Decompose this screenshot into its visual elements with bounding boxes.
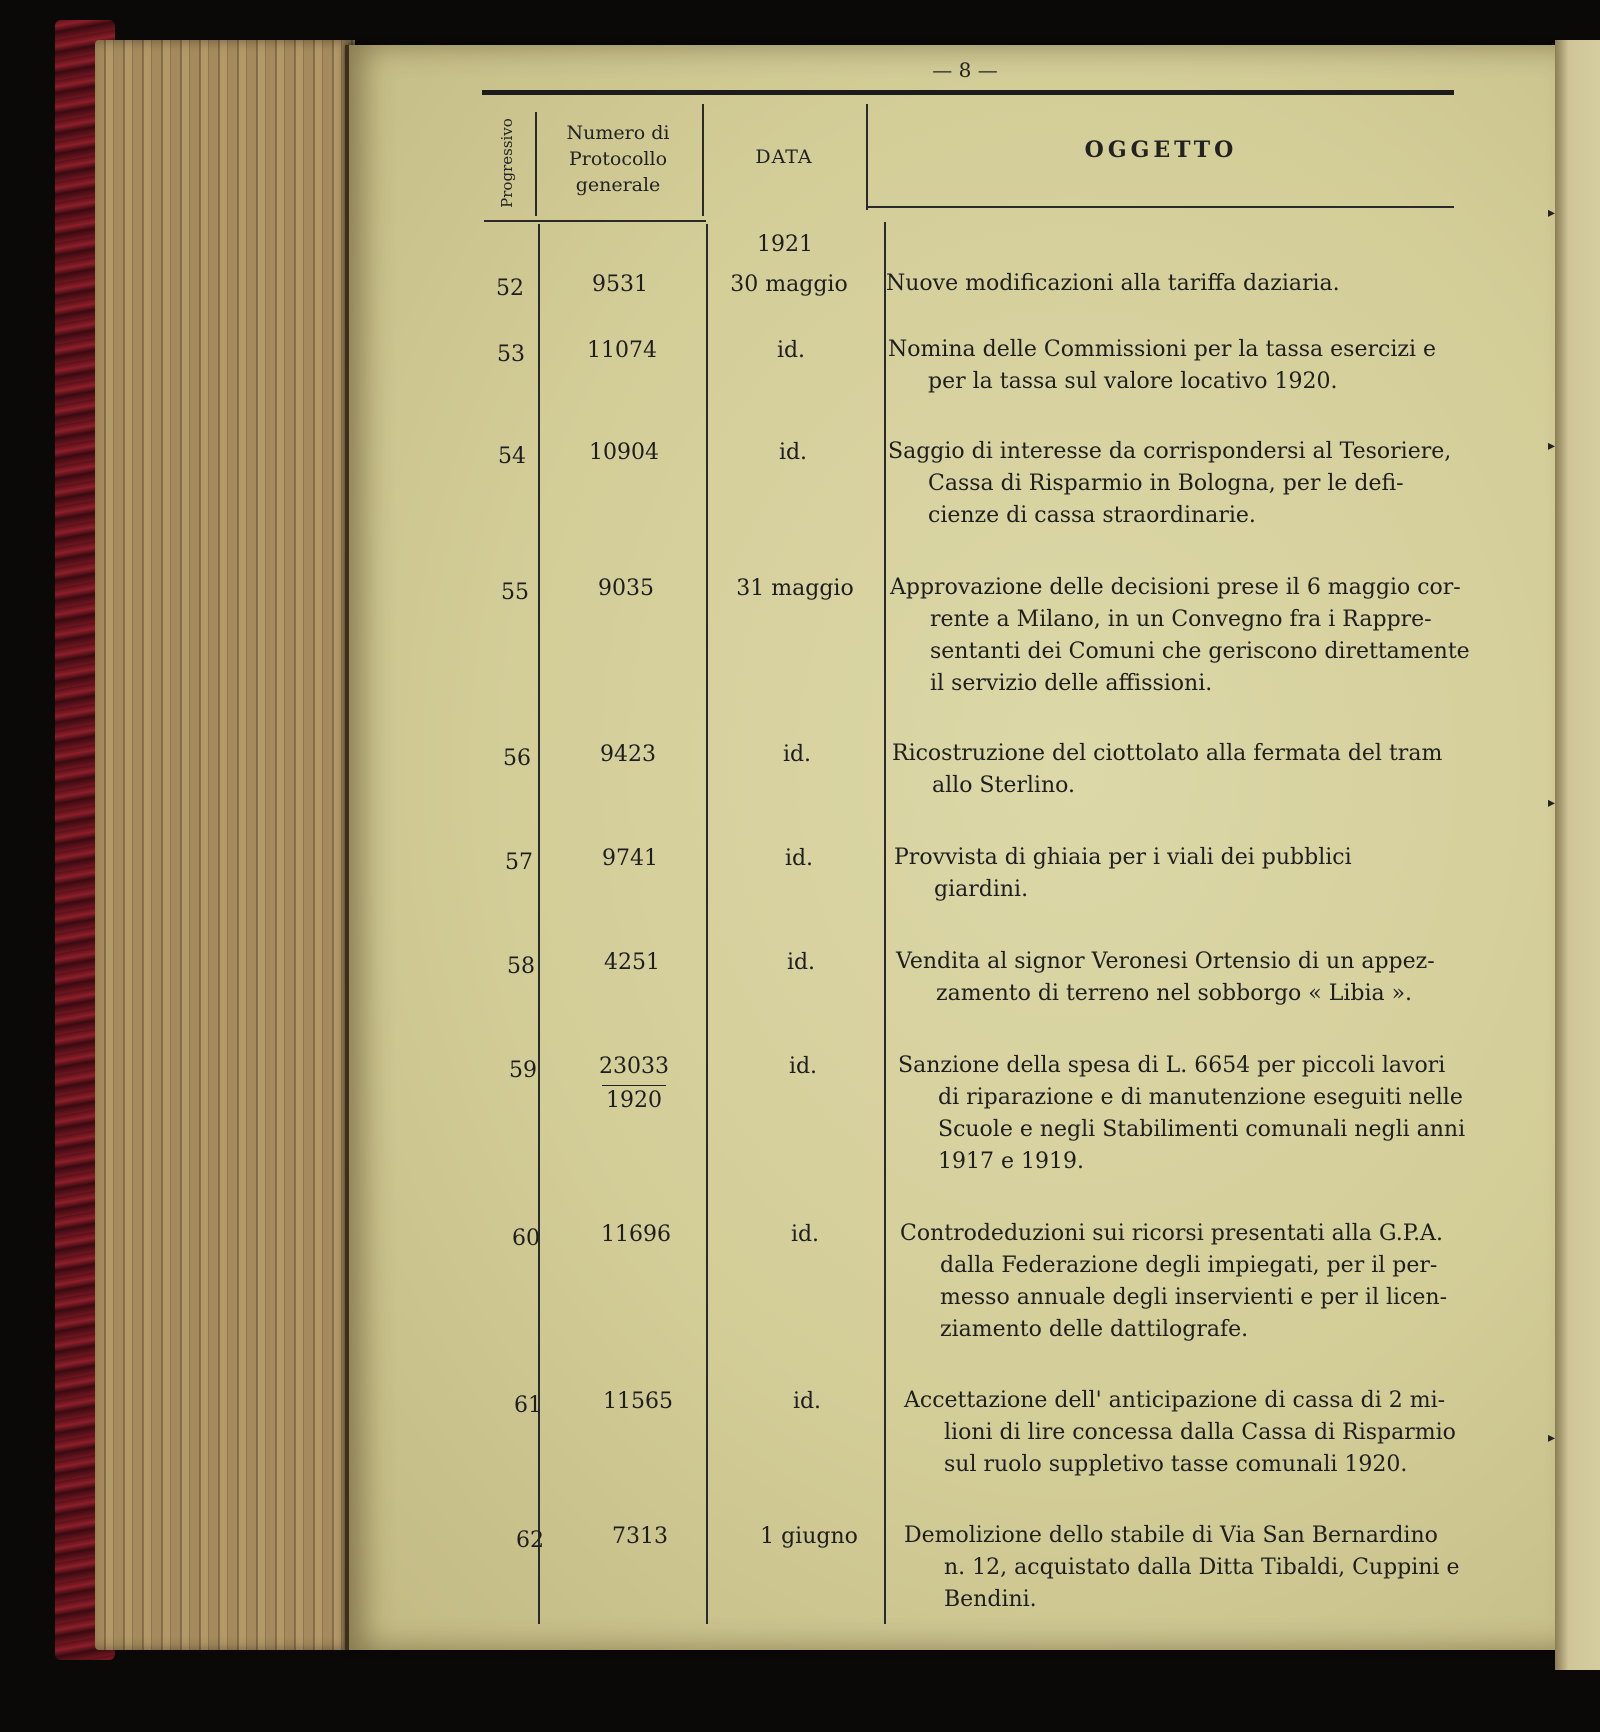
oggetto-line: allo Sterlino. <box>932 773 1075 798</box>
oggetto-line: Ricostruzione del ciottolato alla fermata del tram <box>892 741 1443 766</box>
oggetto-line: Saggio di interesse da corrispondersi al Tesoriere, <box>888 439 1452 464</box>
row-progressivo: 56 <box>503 746 531 771</box>
oggetto-line: Demolizione dello stabile di Via San Bernardino <box>904 1523 1438 1548</box>
header-bottom-rule-right <box>866 206 1454 208</box>
oggetto-line: Nuove modificazioni alla tariffa daziaria. <box>886 271 1340 296</box>
row-progressivo: 62 <box>516 1528 544 1553</box>
row-oggetto <box>894 842 1494 906</box>
oggetto-line: Approvazione delle decisioni prese il 6 maggio cor- <box>890 575 1461 600</box>
margin-mark: ▸ <box>1548 205 1556 221</box>
row-protocol-number: 11074 <box>587 338 657 363</box>
row-protocol-number: 11696 <box>601 1222 671 1247</box>
row-protocol-number: 11565 <box>603 1389 673 1414</box>
oggetto-line: Cassa di Risparmio in Bologna, per le defi- <box>928 471 1404 496</box>
row-oggetto <box>888 334 1488 398</box>
row-protocol-number: 9035 <box>598 576 654 601</box>
header-data: DATA <box>755 146 813 168</box>
header-divider-1 <box>535 112 537 216</box>
row-oggetto <box>892 738 1492 802</box>
oggetto-line: per la tassa sul valore locativo 1920. <box>928 369 1338 394</box>
oggetto-line: Provvista di ghiaia per i viali dei pubblici <box>894 845 1352 870</box>
row-date: id. <box>786 950 816 975</box>
row-date: id. <box>776 338 806 363</box>
fraction-bar <box>602 1085 666 1086</box>
oggetto-line: cienze di cassa straordinarie. <box>928 503 1256 528</box>
row-date: id. <box>778 440 808 465</box>
oggetto-line: di riparazione e di manutenzione eseguiti nelle <box>938 1085 1463 1110</box>
oggetto-line: 1917 e 1919. <box>938 1149 1084 1174</box>
header-progressivo <box>482 110 532 215</box>
row-progressivo: 53 <box>497 342 525 367</box>
row-oggetto <box>904 1385 1504 1481</box>
row-progressivo: 59 <box>509 1058 537 1083</box>
header-bottom-rule-left <box>484 220 706 222</box>
row-progressivo: 58 <box>507 954 535 979</box>
row-progressivo: 60 <box>512 1226 540 1251</box>
row-protocol-number: 9741 <box>602 846 658 871</box>
row-progressivo: 57 <box>505 850 533 875</box>
row-date: 31 maggio <box>736 576 854 601</box>
row-date: id. <box>788 1054 818 1079</box>
row-progressivo: 61 <box>514 1393 542 1418</box>
margin-mark: ▸ <box>1548 795 1556 811</box>
year-label: 1921 <box>757 232 813 257</box>
oggetto-line: Sanzione della spesa di L. 6654 per piccoli lavori <box>898 1053 1446 1078</box>
oggetto-line: dalla Federazione degli impiegati, per il per- <box>940 1253 1438 1278</box>
oggetto-line: Accettazione dell' anticipazione di cassa di 2 mi- <box>904 1388 1446 1413</box>
page-number: — 8 — <box>932 58 998 82</box>
header-top-rule <box>482 90 1454 95</box>
oggetto-line: messo annuale degli inservienti e per il licen- <box>940 1285 1447 1310</box>
row-date: 30 maggio <box>730 272 848 297</box>
row-oggetto <box>898 1050 1498 1178</box>
header-numero: Numero di Protocollo generale <box>566 122 670 196</box>
row-date: id. <box>790 1222 820 1247</box>
row-protocol-number: 4251 <box>604 950 660 975</box>
oggetto-line: lioni di lire concessa dalla Cassa di Risparmio <box>944 1420 1456 1445</box>
oggetto-line: ziamento delle dattilografe. <box>940 1317 1249 1342</box>
margin-mark: ▸ <box>1548 438 1556 454</box>
oggetto-line: n. 12, acquistato dalla Ditta Tibaldi, Cuppini e <box>944 1555 1460 1580</box>
row-date: id. <box>792 1389 822 1414</box>
oggetto-line: Vendita al signor Veronesi Ortensio di un appez- <box>896 949 1435 974</box>
oggetto-line: Nomina delle Commissioni per la tassa esercizi e <box>888 337 1437 362</box>
row-oggetto <box>904 1520 1504 1616</box>
margin-mark: ▸ <box>1548 1430 1556 1446</box>
row-oggetto <box>900 1218 1500 1346</box>
row-oggetto <box>890 572 1490 700</box>
oggetto-line: zamento di terreno nel sobborgo « Libia ». <box>936 981 1413 1006</box>
row-protocol-number: 7313 <box>612 1524 668 1549</box>
oggetto-line: Scuole e negli Stabilimenti comunali negli anni <box>938 1117 1466 1142</box>
row-date: id. <box>782 742 812 767</box>
row-protocol-number: 9423 <box>600 742 656 767</box>
row-progressivo: 54 <box>498 444 526 469</box>
row-progressivo: 55 <box>501 580 529 605</box>
row-date: id. <box>784 846 814 871</box>
row-protocol-year: 1920 <box>606 1088 662 1113</box>
row-progressivo: 52 <box>496 276 524 301</box>
row-oggetto <box>888 436 1488 532</box>
oggetto-line: giardini. <box>934 877 1029 902</box>
page-gutter <box>345 45 349 1650</box>
oggetto-line: Controdeduzioni sui ricorsi presentati alla G.P.A. <box>900 1221 1443 1246</box>
oggetto-line: Bendini. <box>944 1587 1037 1612</box>
row-protocol-number: 23033 <box>599 1054 669 1079</box>
row-date: 1 giugno <box>760 1524 858 1549</box>
row-protocol-number: 9531 <box>592 272 648 297</box>
header-oggetto: OGGETTO <box>1084 137 1238 163</box>
header-divider-3 <box>866 104 868 210</box>
facing-page-edge <box>1555 40 1600 1670</box>
header-divider-2 <box>702 104 704 216</box>
oggetto-line: il servizio delle affissioni. <box>930 671 1213 696</box>
oggetto-line: sul ruolo suppletivo tasse comunali 1920. <box>944 1452 1408 1477</box>
page-edges <box>95 40 355 1650</box>
column-divider-2 <box>706 224 708 1624</box>
oggetto-line: sentanti dei Comuni che geriscono direttamente <box>930 639 1470 664</box>
header-progressivo-label: Progressivo <box>498 117 516 208</box>
row-oggetto <box>886 268 1486 300</box>
row-protocol-number: 10904 <box>589 440 659 465</box>
oggetto-line: rente a Milano, in un Convegno fra i Rappre- <box>930 607 1432 632</box>
row-oggetto <box>896 946 1496 1010</box>
